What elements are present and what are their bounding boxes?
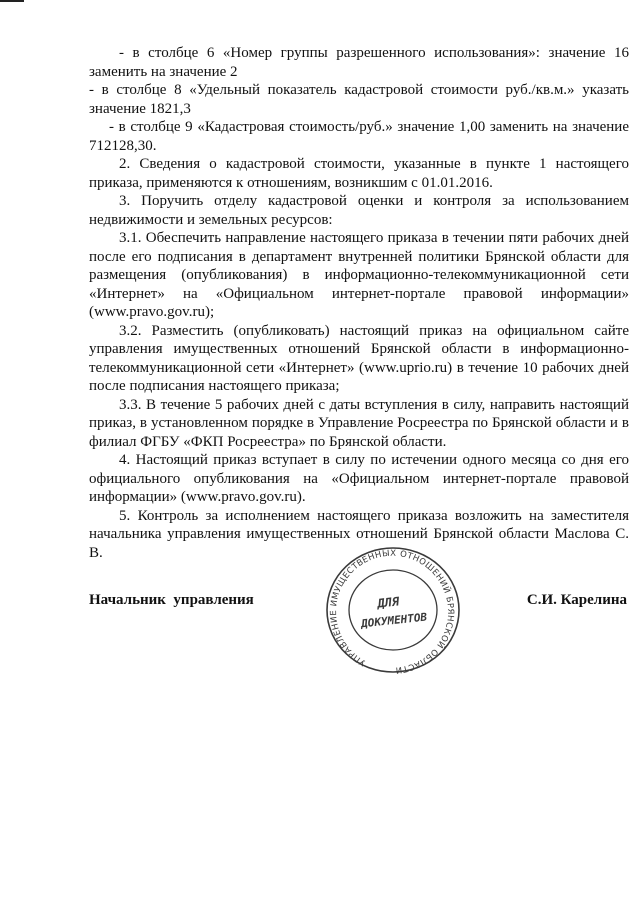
stamp-graphic: [323, 544, 463, 676]
stamp-line-2: ДОКУМЕНТОВ: [360, 610, 428, 631]
paragraph-item-3: 3. Поручить отделу кадастровой оценки и контроля за использованием недвижимости и земельных ресурсов:: [89, 193, 629, 228]
paragraph-item-5: 5. Контроль за исполнением настоящего приказа возложить на заместителя начальника управления имущественных отношений Брянской области Маслова С. В.: [89, 507, 629, 561]
top-edge-rule: [0, 0, 24, 2]
paragraph-column-9: - в столбце 9 «Кадастровая стоимость/руб.» значение 1,00 заменить на значение 712128,30.: [89, 119, 629, 154]
paragraph-item-3-3: 3.3. В течение 5 рабочих дней с даты вступления в силу, направить настоящий приказ, в установленном порядке в Управление Росреестра по Брянской области и в филиал ФГБУ «ФКП Росреестра» по Брянской области.: [89, 396, 629, 450]
stamp-ring-text: УПРАВЛЕНИЕ ИМУЩЕСТВЕННЫХ ОТНОШЕНИЙ БРЯНСКОЙ ОБЛАСТИ: [329, 548, 456, 675]
paragraph-item-3-1: 3.1. Обеспечить направление настоящего приказа в течении пяти рабочих дней после его подписания в департамент внутренней политики Брянской области для размещения (опубликования) в информационно-телекоммуникационной сети «Интернет» на «Официальном интернет-портале правовой информации» (www.pravo.gov.ru);: [89, 230, 629, 320]
stamp-line-1: ДЛЯ: [376, 594, 400, 611]
signatory-title: Начальник управления: [89, 592, 254, 608]
paragraph-column-6: - в столбце 6 «Номер группы разрешенного использования»: значение 16 заменить на значение 2: [89, 45, 629, 80]
paragraph-column-8: - в столбце 8 «Удельный показатель кадастровой стоимости руб./кв.м.» указать значение 1821,3: [89, 82, 629, 117]
official-stamp: [323, 544, 463, 676]
paragraph-item-3-2: 3.2. Разместить (опубликовать) настоящий приказ на официальном сайте управления имущественных отношений Брянской области в информационно-телекоммуникационной сети «Интернет» (www.uprio.ru) в течение 10 рабочих дней после подписания настоящего приказа;: [89, 322, 629, 394]
paragraph-item-4: 4. Настоящий приказ вступает в силу по истечении одного месяца со дня его официального опубликования на «Официальном интернет-портале правовой информации» (www.pravo.gov.ru).: [89, 452, 629, 505]
signatory-name: С.И. Карелина: [526, 592, 627, 608]
paragraph-item-2: 2. Сведения о кадастровой стоимости, указанные в пункте 1 настоящего приказа, применяются к отношениям, возникшим с 01.01.2016.: [89, 156, 629, 191]
document-body: [89, 44, 629, 562]
